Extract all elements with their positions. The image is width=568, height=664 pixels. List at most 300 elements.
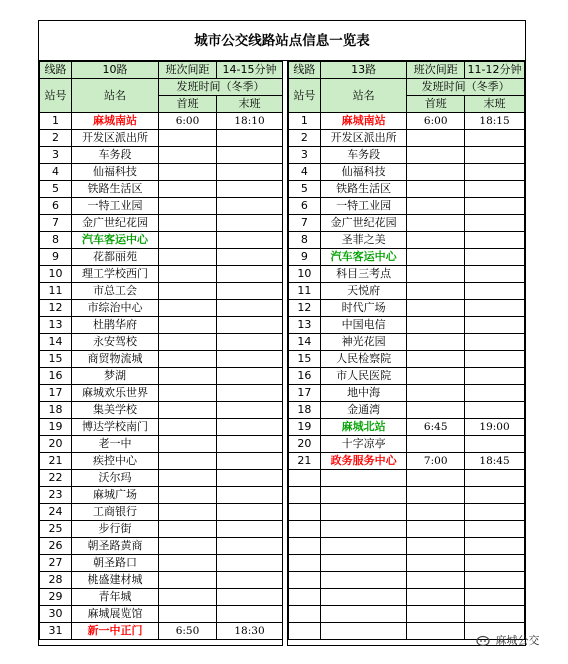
station-name: 商贸物流城: [72, 351, 159, 368]
first-bus-time: [407, 436, 465, 453]
empty-cell: [407, 470, 465, 487]
station-name: 地中海: [320, 385, 407, 402]
empty-cell: [407, 555, 465, 572]
empty-cell: [289, 538, 321, 555]
station-row: [289, 555, 525, 572]
station-row: [289, 198, 525, 215]
station-name: 杜鹃华府: [72, 317, 159, 334]
station-name: 政务服务中心: [320, 453, 407, 470]
station-name: 朝圣路口: [72, 555, 159, 572]
station-row: [289, 470, 525, 487]
station-number: 21: [40, 453, 72, 470]
station-row: [40, 555, 283, 572]
last-bus-time: [217, 130, 283, 147]
station-number: 8: [289, 232, 321, 249]
station-name: 一特工业园: [72, 198, 159, 215]
first-bus-time: [159, 470, 217, 487]
station-name: 开发区派出所: [320, 130, 407, 147]
first-bus-time: [159, 504, 217, 521]
station-number: 19: [289, 419, 321, 436]
station-row: [40, 198, 283, 215]
first-bus-time: [407, 368, 465, 385]
first-bus-time: [159, 385, 217, 402]
station-number: 15: [40, 351, 72, 368]
first-bus-time: 6:00: [407, 113, 465, 130]
empty-cell: [407, 521, 465, 538]
station-row: [40, 249, 283, 266]
first-bus-time: [407, 385, 465, 402]
station-name: 时代广场: [320, 300, 407, 317]
route-name: 10路: [72, 62, 159, 79]
station-name: 步行街: [72, 521, 159, 538]
station-number: 19: [40, 419, 72, 436]
last-bus-time: [217, 504, 283, 521]
empty-cell: [320, 521, 407, 538]
first-bus-time: [159, 334, 217, 351]
station-name: 麻城欢乐世界: [72, 385, 159, 402]
first-bus-time: [407, 232, 465, 249]
watermark-text: 麻城公交: [495, 634, 540, 647]
last-bus-time: [217, 538, 283, 555]
route-name: 13路: [320, 62, 407, 79]
station-number: 2: [289, 130, 321, 147]
station-number: 1: [289, 113, 321, 130]
first-bus-time: [159, 521, 217, 538]
station-name: 麻城展览馆: [72, 606, 159, 623]
station-row: [40, 232, 283, 249]
station-row: [40, 368, 283, 385]
first-bus-time: [159, 589, 217, 606]
station-number: 15: [289, 351, 321, 368]
station-name: 麻城广场: [72, 487, 159, 504]
station-name: 金广世纪花园: [72, 215, 159, 232]
station-name: 疾控中心: [72, 453, 159, 470]
station-name: 麻城北站: [320, 419, 407, 436]
last-bus-time: [217, 266, 283, 283]
route-table-left: [39, 61, 283, 640]
station-row: [40, 266, 283, 283]
empty-cell: [465, 487, 525, 504]
last-bus-time: [217, 606, 283, 623]
station-number: 8: [40, 232, 72, 249]
last-bus-header: 末班: [217, 96, 283, 113]
empty-cell: [289, 623, 321, 640]
last-bus-time: [217, 487, 283, 504]
last-bus-time: [217, 334, 283, 351]
station-number: 25: [40, 521, 72, 538]
empty-cell: [320, 538, 407, 555]
station-name: 永安驾校: [72, 334, 159, 351]
station-name: 麻城南站: [320, 113, 407, 130]
first-bus-header: 首班: [159, 96, 217, 113]
last-bus-time: [465, 198, 525, 215]
station-row: [289, 436, 525, 453]
station-name: 中国电信: [320, 317, 407, 334]
station-name: 博达学校南门: [72, 419, 159, 436]
empty-cell: [465, 538, 525, 555]
station-row: [289, 453, 525, 470]
station-row: [289, 130, 525, 147]
first-bus-time: [159, 351, 217, 368]
station-name: 市总工会: [72, 283, 159, 300]
station-name: 人民检察院: [320, 351, 407, 368]
station-row: [289, 300, 525, 317]
station-name: 老一中: [72, 436, 159, 453]
header-row-schedule: [40, 79, 283, 96]
last-bus-time: [217, 147, 283, 164]
station-name: 仙福科技: [320, 164, 407, 181]
station-name: 金通湾: [320, 402, 407, 419]
empty-cell: [407, 504, 465, 521]
station-name: 麻城南站: [72, 113, 159, 130]
empty-cell: [289, 606, 321, 623]
last-bus-time: [465, 351, 525, 368]
last-bus-time: [217, 470, 283, 487]
first-bus-time: [159, 572, 217, 589]
station-row: [40, 436, 283, 453]
empty-cell: [320, 606, 407, 623]
schedule-header: 发班时间（冬季）: [407, 79, 525, 96]
header-row-schedule: [289, 79, 525, 96]
station-number: 14: [289, 334, 321, 351]
station-number: 9: [289, 249, 321, 266]
station-row: [40, 300, 283, 317]
station-row: [40, 589, 283, 606]
empty-cell: [289, 572, 321, 589]
station-number: 11: [289, 283, 321, 300]
last-bus-time: [465, 232, 525, 249]
first-bus-time: [159, 317, 217, 334]
station-name: 梦湖: [72, 368, 159, 385]
station-row: [40, 572, 283, 589]
interval-label: 班次间距: [407, 62, 465, 79]
station-number: 9: [40, 249, 72, 266]
station-row: [40, 317, 283, 334]
first-bus-time: [407, 266, 465, 283]
last-bus-time: [465, 300, 525, 317]
empty-cell: [465, 521, 525, 538]
last-bus-time: [217, 215, 283, 232]
last-bus-time: [217, 572, 283, 589]
station-row: [289, 504, 525, 521]
station-number: 6: [289, 198, 321, 215]
station-number: 3: [289, 147, 321, 164]
station-row: [289, 368, 525, 385]
station-number: 13: [289, 317, 321, 334]
station-name: 车务段: [72, 147, 159, 164]
station-name: 开发区派出所: [72, 130, 159, 147]
last-bus-time: [217, 368, 283, 385]
first-bus-time: [159, 249, 217, 266]
station-name: 科目三考点: [320, 266, 407, 283]
station-no-header: 站号: [40, 79, 72, 113]
station-number: 18: [289, 402, 321, 419]
station-row: [40, 419, 283, 436]
station-number: 13: [40, 317, 72, 334]
watermark: [476, 632, 566, 652]
first-bus-time: 6:50: [159, 623, 217, 640]
empty-cell: [465, 504, 525, 521]
last-bus-time: [217, 198, 283, 215]
station-row: [40, 181, 283, 198]
station-number: 26: [40, 538, 72, 555]
empty-cell: [289, 521, 321, 538]
station-number: 5: [289, 181, 321, 198]
station-number: 12: [289, 300, 321, 317]
station-row: [40, 113, 283, 130]
last-bus-time: [217, 181, 283, 198]
station-number: 11: [40, 283, 72, 300]
empty-cell: [320, 589, 407, 606]
empty-cell: [320, 504, 407, 521]
first-bus-time: [159, 555, 217, 572]
empty-cell: [320, 470, 407, 487]
station-row: [40, 538, 283, 555]
last-bus-time: [465, 147, 525, 164]
last-bus-time: [217, 283, 283, 300]
station-name: 市综治中心: [72, 300, 159, 317]
empty-cell: [465, 606, 525, 623]
last-bus-time: [465, 164, 525, 181]
last-bus-time: [217, 436, 283, 453]
last-bus-time: [465, 368, 525, 385]
station-row: [40, 215, 283, 232]
station-name: 车务段: [320, 147, 407, 164]
last-bus-header: 末班: [465, 96, 525, 113]
station-row: [40, 402, 283, 419]
station-row: [40, 453, 283, 470]
first-bus-time: [407, 249, 465, 266]
last-bus-time: [465, 402, 525, 419]
station-no-header: 站号: [289, 79, 321, 113]
first-bus-time: [159, 300, 217, 317]
last-bus-time: [465, 181, 525, 198]
empty-cell: [407, 572, 465, 589]
station-name: 铁路生活区: [320, 181, 407, 198]
last-bus-time: 18:30: [217, 623, 283, 640]
first-bus-time: [159, 283, 217, 300]
chat-bubble-icon: [476, 635, 492, 648]
station-name: 十字凉亭: [320, 436, 407, 453]
station-row: [40, 606, 283, 623]
first-bus-time: [159, 181, 217, 198]
station-row: [40, 504, 283, 521]
station-number: 20: [289, 436, 321, 453]
header-row-route: [289, 62, 525, 79]
station-name-header: 站名: [320, 79, 407, 113]
first-bus-time: [407, 334, 465, 351]
first-bus-time: [159, 606, 217, 623]
station-row: [289, 283, 525, 300]
interval-value: 14-15分钟: [217, 62, 283, 79]
first-bus-time: [159, 232, 217, 249]
station-name: 汽车客运中心: [72, 232, 159, 249]
station-number: 2: [40, 130, 72, 147]
station-number: 12: [40, 300, 72, 317]
first-bus-time: [407, 198, 465, 215]
station-number: 27: [40, 555, 72, 572]
first-bus-time: [159, 368, 217, 385]
first-bus-time: [159, 198, 217, 215]
station-number: 23: [40, 487, 72, 504]
last-bus-time: [217, 453, 283, 470]
empty-cell: [289, 555, 321, 572]
first-bus-time: [159, 419, 217, 436]
last-bus-time: [217, 351, 283, 368]
last-bus-time: [465, 436, 525, 453]
first-bus-time: 7:00: [407, 453, 465, 470]
empty-cell: [289, 504, 321, 521]
station-row: [289, 385, 525, 402]
last-bus-time: [217, 385, 283, 402]
station-number: 10: [40, 266, 72, 283]
first-bus-time: [159, 487, 217, 504]
last-bus-time: [217, 164, 283, 181]
last-bus-time: [465, 283, 525, 300]
station-number: 31: [40, 623, 72, 640]
station-row: [40, 283, 283, 300]
station-row: [40, 351, 283, 368]
empty-cell: [289, 487, 321, 504]
empty-cell: [320, 555, 407, 572]
station-name: 集美学校: [72, 402, 159, 419]
last-bus-time: [217, 555, 283, 572]
interval-value: 11-12分钟: [465, 62, 525, 79]
last-bus-time: [217, 317, 283, 334]
station-number: 16: [289, 368, 321, 385]
last-bus-time: 19:00: [465, 419, 525, 436]
station-row: [40, 470, 283, 487]
station-row: [289, 589, 525, 606]
station-number: 24: [40, 504, 72, 521]
empty-cell: [320, 572, 407, 589]
station-name: 圣菲之美: [320, 232, 407, 249]
last-bus-time: [465, 130, 525, 147]
station-row: [40, 130, 283, 147]
first-bus-time: [159, 538, 217, 555]
last-bus-time: 18:15: [465, 113, 525, 130]
station-number: 29: [40, 589, 72, 606]
station-row: [289, 232, 525, 249]
station-row: [289, 147, 525, 164]
empty-cell: [407, 538, 465, 555]
first-bus-time: [407, 283, 465, 300]
station-name: 桃盛建材城: [72, 572, 159, 589]
empty-cell: [407, 487, 465, 504]
station-row: [289, 215, 525, 232]
station-name: 神光花园: [320, 334, 407, 351]
station-number: 10: [289, 266, 321, 283]
first-bus-time: [159, 147, 217, 164]
first-bus-time: [407, 215, 465, 232]
station-name: 新一中正门: [72, 623, 159, 640]
first-bus-time: [159, 453, 217, 470]
station-row: [289, 351, 525, 368]
station-row: [289, 266, 525, 283]
station-row: [40, 521, 283, 538]
last-bus-time: [217, 521, 283, 538]
station-name: 铁路生活区: [72, 181, 159, 198]
station-number: 28: [40, 572, 72, 589]
station-number: 6: [40, 198, 72, 215]
first-bus-time: [159, 215, 217, 232]
station-number: 17: [289, 385, 321, 402]
station-name: 青年城: [72, 589, 159, 606]
empty-cell: [465, 555, 525, 572]
first-bus-header: 首班: [407, 96, 465, 113]
station-name: 理工学校西门: [72, 266, 159, 283]
empty-cell: [320, 623, 407, 640]
last-bus-time: [217, 232, 283, 249]
station-row: [289, 606, 525, 623]
station-row: [289, 572, 525, 589]
station-number: 4: [289, 164, 321, 181]
station-row: [40, 385, 283, 402]
last-bus-time: [465, 334, 525, 351]
first-bus-time: [159, 436, 217, 453]
empty-cell: [407, 606, 465, 623]
station-number: 16: [40, 368, 72, 385]
last-bus-time: [465, 249, 525, 266]
first-bus-time: [159, 266, 217, 283]
station-name: 市人民医院: [320, 368, 407, 385]
empty-cell: [465, 589, 525, 606]
station-row: [289, 402, 525, 419]
first-bus-time: [407, 130, 465, 147]
station-number: 22: [40, 470, 72, 487]
station-row: [40, 147, 283, 164]
station-row: [40, 487, 283, 504]
station-name: 沃尔玛: [72, 470, 159, 487]
first-bus-time: [407, 164, 465, 181]
last-bus-time: [217, 402, 283, 419]
station-name: 工商银行: [72, 504, 159, 521]
station-row: [289, 419, 525, 436]
route-label: 线路: [289, 62, 321, 79]
first-bus-time: [407, 351, 465, 368]
route-table-right: [288, 61, 525, 640]
last-bus-time: [217, 419, 283, 436]
station-name: 花都丽苑: [72, 249, 159, 266]
schedule-sheet: [38, 20, 526, 646]
first-bus-time: [407, 300, 465, 317]
station-row: [289, 164, 525, 181]
station-row: [40, 334, 283, 351]
station-row: [289, 113, 525, 130]
station-row: [289, 487, 525, 504]
station-number: 17: [40, 385, 72, 402]
first-bus-time: [407, 402, 465, 419]
first-bus-time: [407, 181, 465, 198]
last-bus-time: [217, 589, 283, 606]
first-bus-time: [407, 317, 465, 334]
station-number: 14: [40, 334, 72, 351]
first-bus-time: [407, 147, 465, 164]
station-name-header: 站名: [72, 79, 159, 113]
station-number: 7: [289, 215, 321, 232]
empty-cell: [465, 572, 525, 589]
station-row: [289, 538, 525, 555]
station-name: 汽车客运中心: [320, 249, 407, 266]
station-row: [289, 249, 525, 266]
station-row: [40, 164, 283, 181]
station-number: 1: [40, 113, 72, 130]
page-title: 城市公交线路站点信息一览表: [39, 21, 525, 61]
station-row: [289, 521, 525, 538]
station-number: 5: [40, 181, 72, 198]
station-name: 天悦府: [320, 283, 407, 300]
empty-cell: [320, 487, 407, 504]
